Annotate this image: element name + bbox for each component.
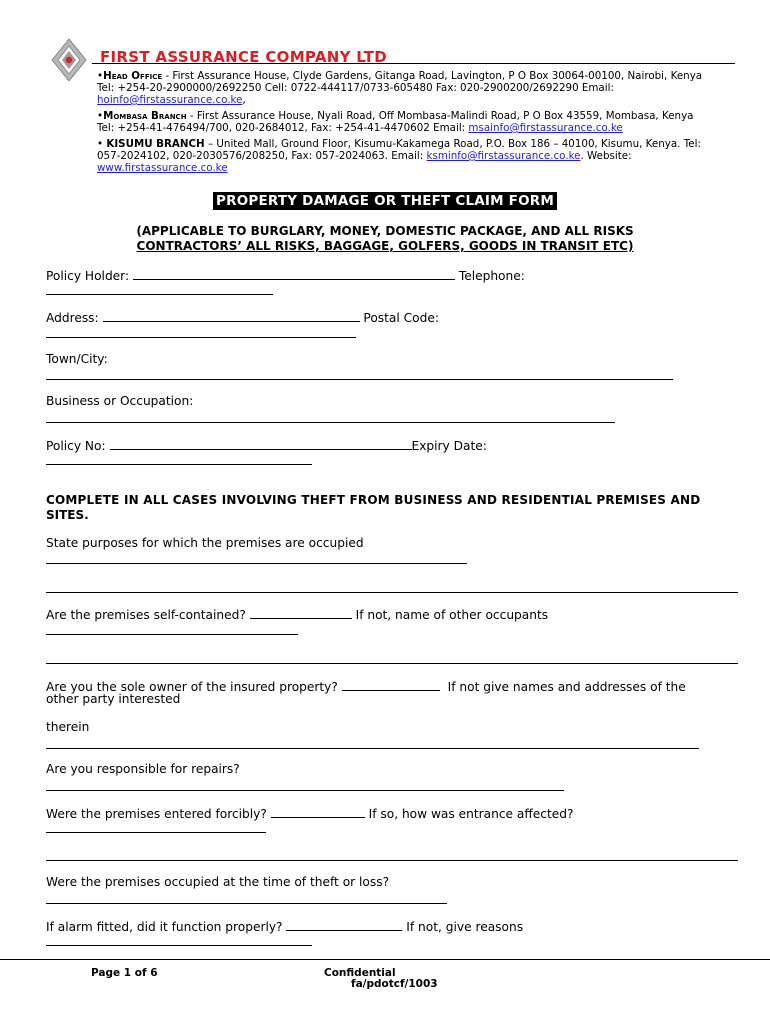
mombasa-label: Mombasa Branch <box>103 110 187 122</box>
kisumu-email-link[interactable]: ksminfo@firstassurance.co.ke <box>426 150 581 162</box>
sole-owner-field[interactable] <box>342 678 440 691</box>
town-city-label: Town/City: <box>46 352 108 366</box>
purposes-field-2[interactable] <box>46 592 738 593</box>
forcibly-row: Were the premises entered forcibly? If so, how was entrance affected? <box>46 807 574 821</box>
head-office-contacts: Tel: +254-20-2900000/2692250 Cell: 0722-444117/0733-605480 Fax: 020-2900200/2692290 Email: <box>97 82 614 94</box>
other-party-field[interactable] <box>46 748 699 749</box>
purposes-field-1[interactable] <box>46 563 467 564</box>
alarm-row: If alarm fitted, did it function properly? If not, give reasons <box>46 920 524 934</box>
first-assurance-logo-icon <box>50 37 88 83</box>
head-office-line: •Head Office - First Assurance House, Clyde Gardens, Gitanga Road, Lavington, P O Box 30064-00100, Nairobi, Kenya <box>97 70 703 82</box>
self-contained-field[interactable] <box>250 606 352 619</box>
self-contained-row: Are the premises self-contained? If not, name of other occupants <box>46 608 549 622</box>
head-office-email-line: hoinfo@firstassurance.co.ke, <box>97 94 246 106</box>
therein-label: therein <box>46 720 90 734</box>
policy-no-field[interactable] <box>110 437 412 450</box>
mombasa-contacts-line: Tel: +254-41-476494/700, 020-2684012, Fax: +254-41-4470602 Email: msainfo@firstassurance.co.ke <box>97 122 623 134</box>
section-heading-line1: COMPLETE IN ALL CASES INVOLVING THEFT FROM BUSINESS AND RESIDENTIAL PREMISES AND <box>46 493 701 507</box>
other-occupants-field-1[interactable] <box>46 634 298 635</box>
company-name: FIRST ASSURANCE COMPANY LTD <box>100 48 387 66</box>
sole-owner-row: Are you the sole owner of the insured property? If not give names and addresses of the <box>46 680 686 694</box>
page-number: Page 1 of 6 <box>91 967 158 979</box>
entrance-field-1[interactable] <box>46 832 266 833</box>
occupied-field[interactable] <box>46 903 447 904</box>
entrance-field-2[interactable] <box>46 860 738 861</box>
alarm-reasons-field[interactable] <box>46 945 312 946</box>
policy-holder-field[interactable] <box>133 267 455 280</box>
repairs-question: Are you responsible for repairs? <box>46 762 240 776</box>
address-row: Address: Postal Code: <box>46 311 439 325</box>
other-occupants-field-2[interactable] <box>46 663 738 664</box>
policy-holder-row: Policy Holder: Telephone: <box>46 269 525 283</box>
confidential-label: Confidential <box>324 967 396 979</box>
policy-no-row: Policy No: Expiry Date: <box>46 439 487 453</box>
forcibly-field[interactable] <box>271 805 365 818</box>
alarm-field[interactable] <box>286 918 402 931</box>
repairs-field[interactable] <box>46 790 564 791</box>
kisumu-contacts-line: 057-2024102, 020-2030576/208250, Fax: 057-2024063. Email: ksminfo@firstassurance.co.ke. Website: <box>97 150 632 162</box>
mombasa-email-link[interactable]: msainfo@firstassurance.co.ke <box>468 122 623 134</box>
mombasa-line: •Mombasa Branch - First Assurance House, Nyali Road, Off Mombasa-Malindi Road, P O Box 43559, Mombasa, Kenya <box>97 110 694 122</box>
header-rule <box>92 63 735 64</box>
website-line <box>97 162 228 174</box>
footer-rule <box>0 959 770 960</box>
business-field[interactable] <box>46 422 615 423</box>
kisumu-line: • KISUMU BRANCH – United Mall, Ground Floor, Kisumu-Kakamega Road, P.O. Box 186 – 40100, Kisumu, Kenya. Tel: <box>97 138 701 150</box>
head-office-email-link[interactable]: hoinfo@firstassurance.co.ke <box>97 94 243 106</box>
address-field[interactable] <box>103 309 360 322</box>
postal-code-field[interactable] <box>46 337 356 338</box>
occupied-question: Were the premises occupied at the time of theft or loss? <box>46 875 390 889</box>
website-link[interactable]: www.firstassurance.co.ke <box>97 162 228 174</box>
other-party-label: other party interested <box>46 692 181 706</box>
form-code: fa/pdotcf/1003 <box>351 978 438 990</box>
telephone-field[interactable] <box>46 294 273 295</box>
purposes-question: State purposes for which the premises are occupied <box>46 536 364 550</box>
business-label: Business or Occupation: <box>46 394 194 408</box>
head-office-label: Head Office <box>103 70 163 82</box>
section-heading-line2: SITES. <box>46 508 89 522</box>
form-title: PROPERTY DAMAGE OR THEFT CLAIM FORM <box>0 190 770 209</box>
expiry-date-field[interactable] <box>46 464 312 465</box>
kisumu-label: KISUMU BRANCH <box>106 138 205 150</box>
form-subtitle-line2: CONTRACTORS’ ALL RISKS, BAGGAGE, GOLFERS, GOODS IN TRANSIT ETC) <box>136 239 634 253</box>
form-subtitle-line1: (APPLICABLE TO BURGLARY, MONEY, DOMESTIC PACKAGE, AND ALL RISKS <box>136 224 634 238</box>
town-city-field[interactable] <box>46 379 673 380</box>
